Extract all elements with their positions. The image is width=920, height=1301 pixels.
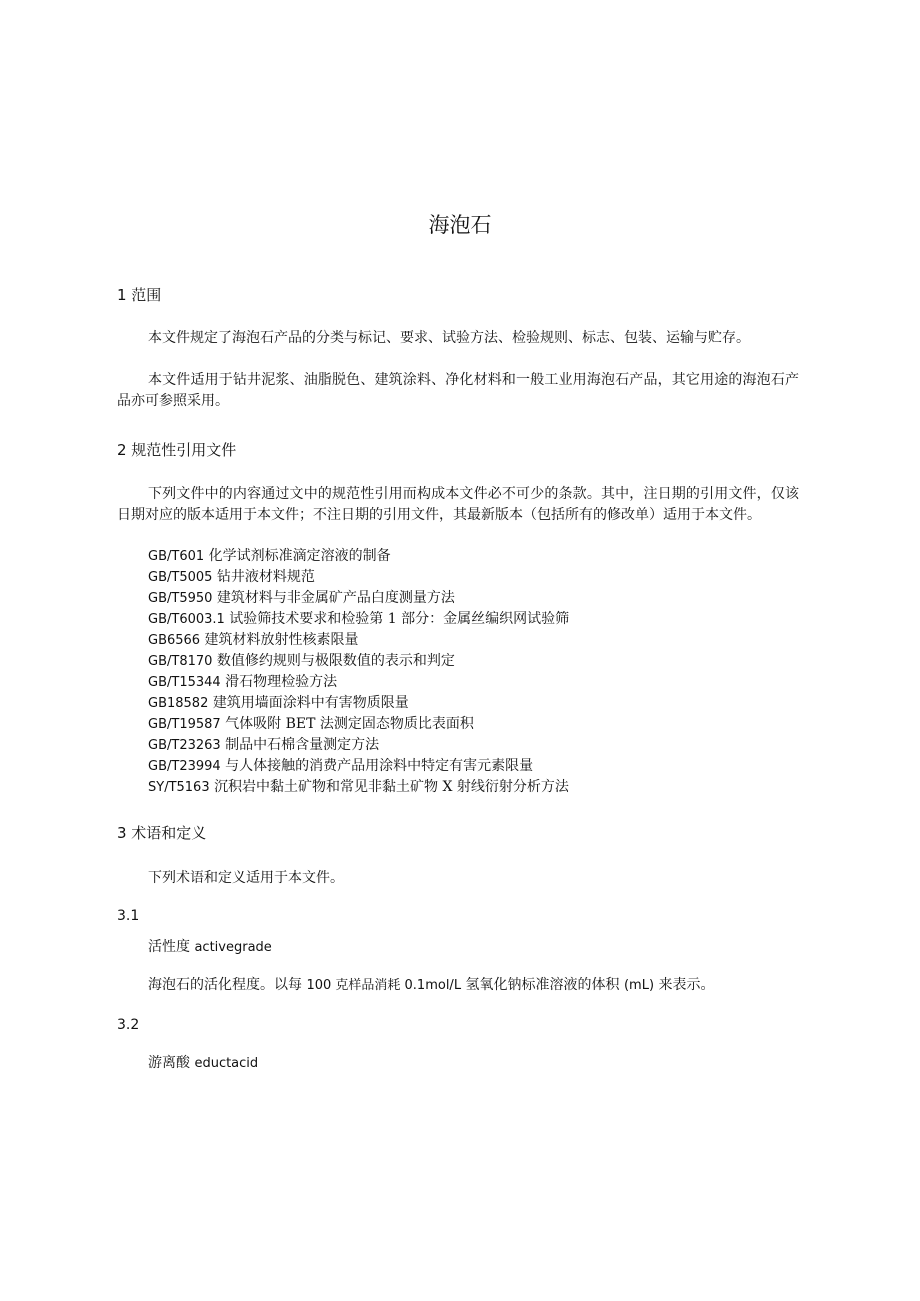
reference-title: 与人体接触的消费产品用涂料中特定有害元素限量 <box>225 758 534 774</box>
term-number: 3.1 <box>117 908 140 924</box>
reference-title: 建筑材料与非金属矿产品白度测量方法 <box>216 590 455 606</box>
reference-item <box>148 777 569 798</box>
reference-item <box>148 630 569 651</box>
document-title: 海泡石 <box>428 213 492 237</box>
reference-title: 化学试剂标准滴定溶液的制备 <box>208 548 391 564</box>
reference-title: 建筑材料放射性核素限量 <box>204 632 359 648</box>
term-chinese: 活性度 <box>148 939 190 955</box>
reference-code: GB/T19587 <box>148 717 221 732</box>
section-2-heading: 2 规范性引用文件 <box>117 441 237 459</box>
reference-title: 数值修约规则与极限数值的表示和判定 <box>216 653 455 669</box>
reference-code: GB/T8170 <box>148 654 213 669</box>
term-heading <box>148 1053 258 1074</box>
reference-code: GB/T23994 <box>148 759 221 774</box>
definition-part: 海泡石的活化程度。以每 <box>148 977 302 993</box>
definition-part: 100 克样品消耗 0.1mol/L <box>306 978 462 993</box>
reference-item <box>148 714 569 735</box>
reference-title: 建筑用墙面涂料中有害物质限量 <box>212 695 409 711</box>
reference-title: 气体吸附 BET 法测定固态物质比表面积 <box>225 716 474 732</box>
definition-part: (mL) <box>623 978 655 993</box>
reference-title: 滑石物理检验方法 <box>225 674 338 690</box>
section-3-heading: 3 术语和定义 <box>117 824 207 842</box>
term-number: 3.2 <box>117 1017 140 1033</box>
section-3-intro: 下列术语和定义适用于本文件。 <box>148 870 344 886</box>
reference-code: GB/T15344 <box>148 675 221 690</box>
reference-code: GB/T23263 <box>148 738 221 753</box>
reference-item <box>148 609 569 630</box>
reference-item <box>148 693 569 714</box>
reference-list <box>148 546 569 798</box>
reference-title: 试验筛技术要求和检验第 1 部分：金属丝编织网试验筛 <box>229 611 570 627</box>
term-heading <box>148 937 272 958</box>
section-1-paragraph-1: 本文件规定了海泡石产品的分类与标记、要求、试验方法、检验规则、标志、包装、运输与贮存。 <box>148 330 750 346</box>
term-english: eductacid <box>194 1056 259 1071</box>
reference-item <box>148 756 569 777</box>
reference-item <box>148 567 569 588</box>
reference-code: GB/T6003.1 <box>148 612 225 627</box>
reference-code: GB6566 <box>148 633 201 648</box>
reference-item <box>148 588 569 609</box>
definition-part: 来表示。 <box>658 977 715 993</box>
reference-item <box>148 546 569 567</box>
reference-code: GB/T5005 <box>148 570 213 585</box>
reference-code: GB18582 <box>148 696 209 711</box>
section-1-paragraph-2: 本文件适用于钻井泥浆、油脂脱色、建筑涂料、净化材料和一般工业用海泡石产品，其它用途的海泡石产品亦可参照采用。 <box>117 372 799 409</box>
section-1-heading: 1 范围 <box>117 286 162 304</box>
definition-part: 氢氧化钠标准溶液的体积 <box>465 977 620 993</box>
reference-title: 制品中石棉含量测定方法 <box>225 737 380 753</box>
term-chinese: 游离酸 <box>148 1055 190 1071</box>
reference-code: GB/T601 <box>148 549 205 564</box>
term-definition <box>148 975 714 996</box>
reference-item <box>148 672 569 693</box>
reference-code: GB/T5950 <box>148 591 213 606</box>
reference-item <box>148 735 569 756</box>
reference-code: SY/T5163 <box>148 780 210 795</box>
term-english: activegrade <box>194 940 272 955</box>
reference-title: 钻井液材料规范 <box>216 569 315 585</box>
reference-item <box>148 651 569 672</box>
reference-title: 沉积岩中黏土矿物和常见非黏土矿物 X 射线衍射分析方法 <box>214 779 569 795</box>
section-2-intro: 下列文件中的内容通过文中的规范性引用而构成本文件必不可少的条款。其中，注日期的引用文件，仅该日期对应的版本适用于本文件；不注日期的引用文件，其最新版本（包括所有的修改单）适用于本文件。 <box>117 486 799 523</box>
